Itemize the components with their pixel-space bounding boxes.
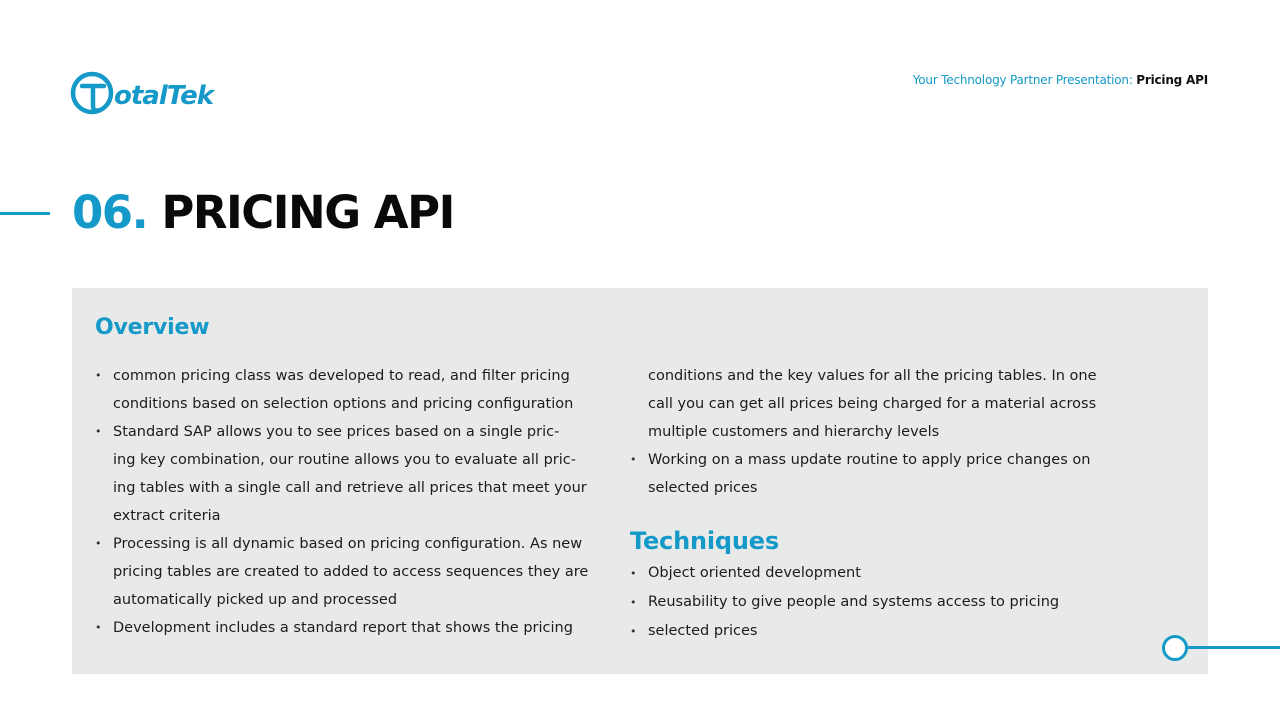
overview-line: ing key combination, our routine allows you to evaluate all pric- bbox=[113, 452, 576, 468]
overview-line: conditions and the key values for all the pricing tables. In one bbox=[648, 368, 1097, 384]
overview-left-column bbox=[95, 362, 615, 642]
overview-line: • Processing is all dynamic based on pricing configuration. As new bbox=[95, 530, 615, 558]
overview-line: call you can get all prices being charged for a material across bbox=[648, 396, 1097, 412]
header-lead: Your Technology Partner Presentation: bbox=[912, 73, 1133, 87]
overview-line: automatically picked up and processed bbox=[113, 592, 398, 608]
overview-line: multiple customers and hierarchy levels bbox=[648, 424, 940, 440]
slide-number: 06. bbox=[72, 186, 148, 239]
overview-line: • Standard SAP allows you to see prices based on a single pric- bbox=[95, 418, 615, 446]
techniques-heading: Techniques bbox=[630, 527, 779, 555]
overview-line: selected prices bbox=[648, 480, 758, 496]
right-accent-line bbox=[1188, 646, 1280, 649]
overview-line: conditions based on selection options and pricing configuration bbox=[113, 396, 574, 412]
svg-text:otalTek: otalTek bbox=[114, 81, 214, 111]
overview-line: extract criteria bbox=[113, 508, 221, 524]
right-accent-circle bbox=[1162, 635, 1188, 661]
overview-heading: Overview bbox=[95, 315, 210, 340]
overview-line: pricing tables are created to added to access sequences they are bbox=[113, 564, 589, 580]
presentation-header bbox=[913, 73, 1208, 87]
header-topic: Pricing API bbox=[1136, 73, 1208, 87]
overview-line: • Working on a mass update routine to apply price changes on bbox=[630, 446, 1170, 474]
content-panel bbox=[72, 288, 1208, 674]
left-accent-line bbox=[0, 212, 50, 215]
techniques-item: • Reusability to give people and systems access to pricing bbox=[630, 588, 1170, 617]
techniques-list bbox=[630, 559, 1170, 646]
techniques-item: • selected prices bbox=[630, 617, 1170, 646]
totaltek-logo bbox=[70, 70, 230, 118]
overview-right-column bbox=[630, 362, 1170, 502]
slide-title-text: PRICING API bbox=[161, 186, 454, 239]
overview-line: ing tables with a single call and retrieve all prices that meet your bbox=[113, 480, 587, 496]
slide-title bbox=[72, 183, 454, 243]
overview-line: • Development includes a standard report that shows the pricing bbox=[95, 614, 615, 642]
techniques-item: • Object oriented development bbox=[630, 559, 1170, 588]
overview-line: • common pricing class was developed to read, and filter pricing bbox=[95, 362, 615, 390]
